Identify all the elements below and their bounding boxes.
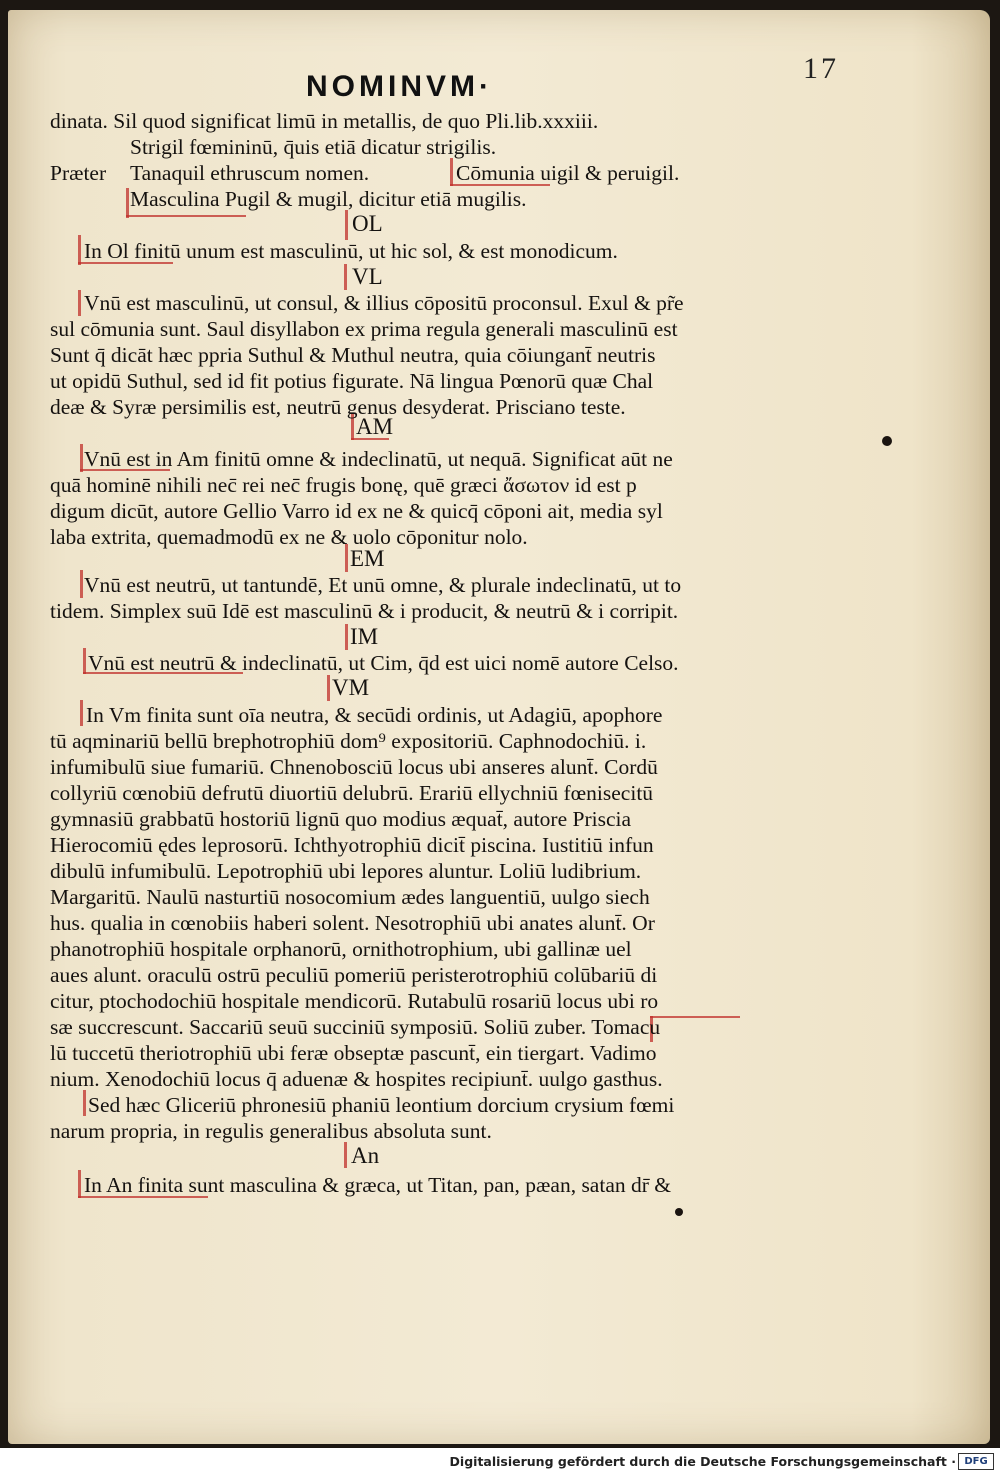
- text-line: aues alunt. oraculū ostrū peculiū pomeriū peristerotrophiū colūbariū di: [50, 963, 658, 987]
- rubric-mark: [80, 570, 83, 598]
- rubric-mark: [327, 675, 330, 701]
- text-line: collyriū cœnobiū defrutū diuortiū delubrū. Erariū ellychniū fœnisecitū: [50, 781, 654, 805]
- section-heading-ol: OL: [352, 211, 383, 236]
- footer-bar: [0, 1448, 1000, 1474]
- section-heading-em: EM: [350, 546, 385, 571]
- text-line: nium. Xenodochiū locus q̄ aduenæ & hospites recipiunt̄. uulgo gasthus.: [50, 1067, 663, 1091]
- text-line: quā hominē nihili nec̄ rei nec̄ frugis bonę, quē græci ἄσωτον id est p: [50, 473, 637, 497]
- text-line: Sed hæc Gliceriū phronesiū phaniū leontium dorcium crysium fœmi: [88, 1093, 675, 1117]
- rubric-mark: [78, 235, 81, 265]
- dfg-logo: DFG: [958, 1453, 994, 1470]
- text-line: infumibulū siue fumariū. Chnenobosciū locus ubi anseres alunt̄. Cordū: [50, 755, 658, 779]
- rubric-mark: [345, 624, 348, 650]
- text-line: narum propria, in regulis generalibus absoluta sunt.: [50, 1119, 492, 1143]
- ink-blot: [882, 436, 892, 446]
- text-line: Hierocomiū ędes leprosorū. Ichthyotrophiū dicit̄ piscina. Iustitiū infun: [50, 833, 654, 857]
- rubric-mark: [126, 188, 129, 218]
- rubric-mark: [83, 648, 86, 674]
- text-line: Margaritū. Naulū nasturtiū nosocomium ædes languentiū, uulgo siech: [50, 885, 650, 909]
- rubric-mark: [80, 700, 83, 726]
- rubric-mark: [650, 1016, 740, 1018]
- section-heading-an: An: [351, 1143, 380, 1168]
- text-line: Strigil fœmininū, q̄uis etiā dicatur strigilis.: [130, 135, 497, 159]
- section-heading-im: IM: [350, 624, 379, 649]
- section-heading-um: VM: [332, 675, 370, 700]
- section-heading-am: AM: [356, 414, 394, 439]
- text-line: Præter: [50, 161, 107, 185]
- text-line: sæ succrescunt. Saccariū seuū succiniū symposiū. Soliū zuber. Tomacu: [50, 1015, 661, 1039]
- text-line: laba extrita, quemadmodū ex ne & uolo cōponitur nolo.: [50, 525, 528, 549]
- text-line: Cōmunia uigil & peruigil.: [456, 161, 680, 185]
- section-heading-ul: VL: [352, 264, 383, 289]
- text-line: Vnū est neutrū, ut tantundē, Et unū omne, & plurale indeclinatū, ut to: [84, 573, 682, 597]
- rubric-mark: [83, 1090, 86, 1116]
- rubric-mark: [344, 264, 347, 290]
- text-line: dinata. Sil quod significat limū in metallis, de quo Pli.lib.xxxiii.: [50, 109, 599, 133]
- rubric-mark: [450, 158, 453, 186]
- text-line: deæ & Syræ persimilis est, neutrū genus desyderat. Prisciano teste.: [50, 395, 626, 419]
- text-line: digum dicūt, autore Gellio Varro id ex ne & quicq̄ cōponi ait, media syl: [50, 499, 663, 523]
- text-line: phanotrophiū hospitale orphanorū, ornithotrophium, ubi gallinæ uel: [50, 937, 632, 961]
- text-line: sul cōmunia sunt. Saul disyllabon ex prima regula generali masculinū est: [50, 317, 678, 341]
- text-line: ut opidū Suthul, sed id fit potius figurate. Nā lingua Pœnorū quæ Chal: [50, 369, 654, 393]
- text-line: lū tuccetū theriotrophiū ubi feræ obseptæ pascunt̄, ein tiergart. Vadimo: [50, 1041, 657, 1065]
- text-line: Vnū est masculinū, ut consul, & illius cōpositū proconsul. Exul & pr̃e: [84, 291, 684, 315]
- text-line: tū aqminariū bellū brephotrophiū dom⁹ expositoriū. Caphnodochiū. i.: [50, 729, 647, 753]
- rubric-mark: [78, 290, 81, 316]
- text-line: Vnū est neutrū & indeclinatū, ut Cim, q̄d est uici nomē autore Celso.: [88, 651, 679, 675]
- text-line: Vnū est in Am finitū omne & indeclinatū, ut nequā. Significat aūt ne: [84, 447, 673, 471]
- text-line: gymnasiū grabbatū hostoriū lignū quo modius æquat̄, autore Priscia: [50, 807, 632, 831]
- text-line: Sunt q̄ dicāt hæc ppria Suthul & Muthul neutra, quia cōiungant̄ neutris: [50, 343, 656, 367]
- page-number: 17: [803, 52, 839, 85]
- text-line: In Vm finita sunt oīa neutra, & secūdi ordinis, ut Adagiū, apophore: [86, 703, 663, 727]
- text-line: In An finita sunt masculina & græca, ut Titan, pan, pæan, satan dr̄ &: [84, 1173, 671, 1197]
- rubric-mark: [78, 1170, 81, 1198]
- text-line: dibulū infumibulū. Lepotrophiū ubi lepores aluntur. Loliū ludibrium.: [50, 859, 642, 883]
- text-line: Masculina Pugil & mugil, dicitur etiā mugilis.: [130, 187, 527, 211]
- ink-blot: [675, 1208, 683, 1216]
- rubric-mark: [345, 210, 348, 240]
- text-line: citur, ptochodochiū hospitale mendicorū. Rutabulū rosariū locus ubi ro: [50, 989, 659, 1013]
- text-line: hus. qualia in cœnobiis haberi solent. Nesotrophiū ubi anates alunt̄. Or: [50, 911, 655, 935]
- rubric-mark: [126, 215, 246, 217]
- digitization-credit: Digitalisierung gefördert durch die Deutsche Forschungsgemeinschaft ·: [449, 1454, 956, 1469]
- running-head: NOMINVM·: [306, 70, 493, 103]
- book-page: [8, 10, 990, 1444]
- text-line: tidem. Simplex suū Idē est masculinū & i producit, & neutrū & i corripit.: [50, 599, 679, 623]
- rubric-mark: [80, 444, 83, 472]
- rubric-mark: [344, 1142, 347, 1168]
- text-line: In Ol finitū unum est masculinū, ut hic sol, & est monodicum.: [84, 239, 618, 263]
- text-line: Tanaquil ethruscum nomen.: [130, 161, 370, 185]
